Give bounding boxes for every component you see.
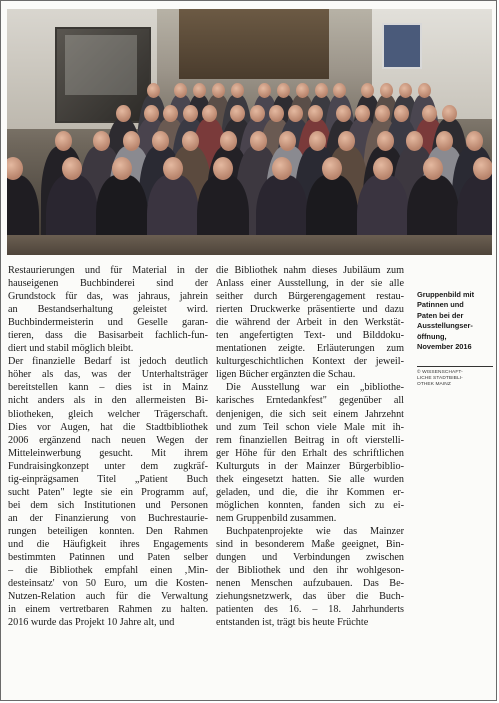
person-head (315, 83, 328, 98)
person-head (250, 105, 265, 122)
text-line: die während der Arbeit in den Werkstät- (216, 317, 404, 329)
person-head (144, 105, 159, 122)
person-head (336, 105, 351, 122)
person-head (377, 131, 394, 151)
text-line: Mitteleinwerbung gesucht. Mit ihrem (8, 447, 208, 459)
text-line: rungen beteiligen konnten. Den Rahmen (8, 525, 208, 537)
crowd-of-people (7, 65, 492, 255)
text-line: denjenigen, die sich seit einem Jahrzehnt (216, 408, 404, 420)
text-line: der Bibliothek und den ihr wohlgeson- (216, 565, 404, 577)
person-head (202, 105, 217, 122)
text-line: Anlass einer Ausstellung, in der sie alle (216, 278, 404, 290)
text-line: Nutzen-Relation auch für die Verwaltung (8, 591, 208, 603)
text-line: Fundraisingkonzept unter dem zugkräf- (8, 460, 208, 472)
person-head (220, 131, 237, 151)
person-head (466, 131, 483, 151)
text-line: ger Höhe für den Erhalt des schriftlichen (216, 447, 404, 459)
person-head (116, 105, 131, 122)
text-line: 2016 wurde das Projekt 10 Jahre alt, und (8, 617, 175, 629)
person-head (55, 131, 72, 151)
person-head (423, 157, 443, 180)
text-line: kulturgeschichtlichen Kontext der jeweil- (216, 356, 404, 368)
photo-caption: Gruppenbild mit Patinnen und Paten bei der Ausstellungser- öffnung, November 2016 (417, 290, 475, 352)
text-line: ligen Bücher ergänzten die Schau. (216, 369, 356, 381)
text-line: karisches Erntedankfest" gegenüber all (216, 395, 404, 407)
person-head (309, 131, 326, 151)
text-line: an der Finanzierung von Buchrestaurie- (8, 512, 208, 524)
person-head (182, 131, 199, 151)
text-line: bereitstellen kann – dies ist in Mainz (8, 382, 208, 394)
photo-credit: © WISSENSCHAFT- LICHE STADTBIBLI- OTHEK MAINZ (417, 370, 463, 387)
text-line: bestimmten Patinnen und Paten selber (8, 552, 208, 564)
text-line: in einem vertretbaren Rahmen zu halten. (8, 604, 208, 616)
text-line: Buchbindermeisterin und Geselle garan- (8, 317, 208, 329)
article-column-1 (8, 264, 208, 629)
text-line: und zum Teil schon viele Male mit ih- (216, 421, 404, 433)
text-line: bliotheken, gleich welcher Trägerschaft. (8, 408, 208, 420)
person-head (436, 131, 453, 151)
person-head (418, 83, 431, 98)
text-line: Buchpatenprojekte wie das Mainzer (226, 525, 404, 537)
text-line: nenen Menschen aufzubauen. Das Be- (216, 578, 404, 590)
person-head (272, 157, 292, 180)
text-line: Restaurierungen und für Material in der (8, 265, 208, 276)
text-line: die Bibliothek nahm dieses Jubiläum zum (216, 265, 404, 276)
text-line: bei dem sich Institutionen und Personen (8, 499, 208, 511)
article-column-2 (216, 264, 404, 629)
text-line: dungen und Verbindungen zwischen (216, 552, 404, 564)
text-line: tig-einprägsamen Titel „Patient Buch (8, 473, 208, 485)
text-line: geladen, und die, die ihr Kommen er- (216, 486, 404, 498)
person-head (212, 83, 225, 98)
text-line: rem finanziellen Beitrag in oft vierstelli- (216, 434, 404, 446)
text-line: höher als das, was der Unterhaltsträger (8, 369, 208, 381)
text-line: nem Gruppenbild zusammen. (216, 512, 337, 524)
text-line: Die Ausstellung war ein „bibliothe- (226, 382, 404, 394)
person-head (231, 83, 244, 98)
text-line: mentationen zeigte. Erläuterungen zum (216, 343, 404, 355)
text-line: hauseigenen Buchbinderei sind der (8, 278, 208, 290)
caption-divider (417, 366, 493, 367)
person-head (375, 105, 390, 122)
person-head (406, 131, 423, 151)
text-line: diert und stabil möglich bleibt. (8, 343, 134, 355)
person-head (193, 83, 206, 98)
text-line: seither durch Bürgerengagement restau- (216, 291, 404, 303)
text-line: sucht Paten" legte sie ein Programm auf, (8, 486, 208, 498)
person-head (163, 157, 183, 180)
person-head (183, 105, 198, 122)
text-line: nicht anders als in den allermeisten Bi- (8, 395, 208, 407)
person-head (152, 131, 169, 151)
text-line: Der finanzielle Bedarf ist jedoch deutlich (8, 356, 208, 368)
person-head (250, 131, 267, 151)
person-head (394, 105, 409, 122)
text-line: ten angefertigten Text- und Bilddoku- (216, 330, 404, 342)
person-head (277, 83, 290, 98)
person-head (123, 131, 140, 151)
person-head (373, 157, 393, 180)
person-head (269, 105, 284, 122)
text-line: patienten des 16. – 18. Jahrhunderts (216, 604, 404, 616)
text-line: – die Bibliothek empfahl einen ‚Min- (8, 565, 208, 577)
person-head (442, 105, 457, 122)
person-head (93, 131, 110, 151)
text-line: Dies vor Augen, hat die Stadtbibliothek (8, 421, 208, 433)
text-line: Kulturguts in der Mainzer Bürgerbiblio- (216, 460, 404, 472)
text-line: ziehungsnetzwerk, das über die Buch- (216, 591, 404, 603)
person-head (399, 83, 412, 98)
text-line: an Bestandserhaltung geleistet wird. (8, 304, 208, 316)
text-line: und die Häufigkeit ihres Engagements (8, 538, 208, 550)
person-head (213, 157, 233, 180)
person-head (308, 105, 323, 122)
person-head (380, 83, 393, 98)
text-line: desteinsatz' von 50 Euro, um die Kosten- (8, 578, 208, 590)
text-line: 2006 ergänzend nach neuen Wegen der (8, 434, 208, 446)
person-head (296, 83, 309, 98)
person-head (338, 131, 355, 151)
person-head (147, 83, 160, 98)
text-line: tieren, dass die Basisarbeit fachlich-fun- (8, 330, 208, 342)
text-line: entstanden ist, trägt bis heute Früchte (216, 617, 369, 629)
text-line: thek eingesetzt hatten. Sie alle wurden (216, 473, 404, 485)
text-line: sind in besonderem Maße geeignet, Bin- (216, 538, 404, 550)
text-line: rierten Druckwerke präsentierte und dazu (216, 304, 404, 316)
person-head (473, 157, 492, 180)
text-line: Grundstock für das, was jahraus, jahrein (8, 291, 208, 303)
text-line: möglichen konnten, fanden sich zu ei- (216, 499, 404, 511)
person-head (279, 131, 296, 151)
group-photo (7, 9, 492, 255)
